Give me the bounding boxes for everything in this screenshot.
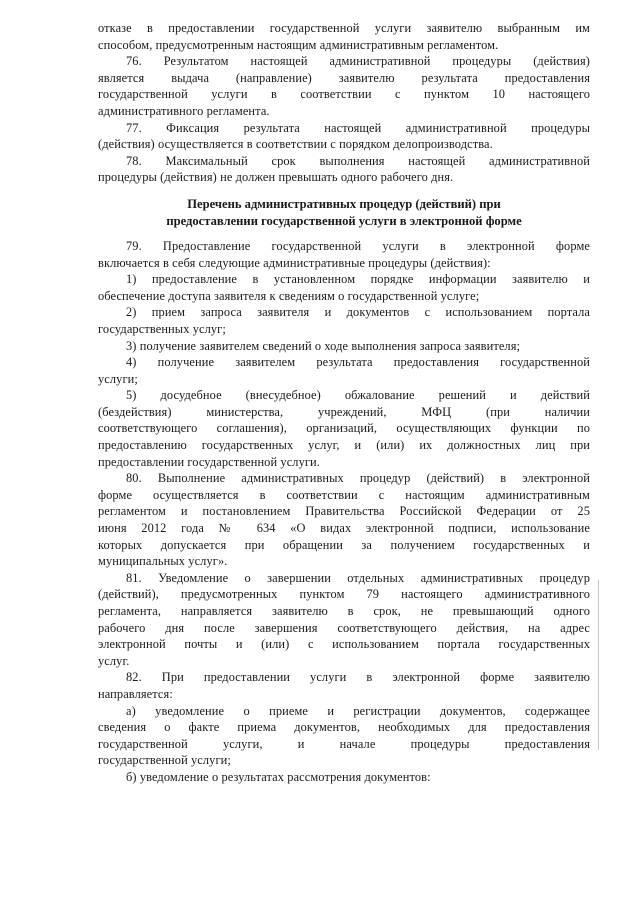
text-line: 76. Результатом настоящей административной процедуры (действия): [126, 54, 590, 69]
text-line: 81. Уведомление о завершении отдельных административных процедур: [126, 570, 590, 585]
heading-line: предоставлении государственной услуги в электронной форме: [166, 213, 522, 228]
text-line: электронной почты и (или) с использованием портала государственных: [98, 637, 590, 652]
text-line: включается в себя следующие административные процедуры (действия):: [98, 255, 491, 270]
text-line: 78. Максимальный срок выполнения настоящей административной: [126, 153, 590, 168]
paragraph-78: [98, 153, 590, 186]
text-line: государственной услуги в соответствии с пунктом 10 настоящего: [98, 87, 590, 102]
text-line: способом, предусмотренным настоящим административным регламентом.: [98, 37, 499, 52]
text-line: 4) получение заявителем результата предоставления государственной: [126, 355, 590, 370]
text-line: 5) досудебное (внесудебное) обжалование решений и действий: [126, 388, 590, 403]
text-line: обеспечение доступа заявителя к сведениям о государственной услуге;: [98, 288, 480, 303]
text-line: сведения о факте приема документов, необходимых для предоставления: [98, 720, 590, 735]
paragraph-80: [98, 470, 590, 570]
text-line: государственной услуги;: [98, 753, 231, 768]
text-line: форме осуществляется в соответствии с настоящим административным: [98, 487, 590, 502]
list-item-1: [98, 271, 590, 304]
text-line: а) уведомление о приеме и регистрации документов, содержащее: [126, 703, 590, 718]
list-item-a: [98, 703, 590, 769]
paragraph-75-continuation: [98, 20, 590, 53]
paragraph-76: [98, 53, 590, 119]
text-line: услуг.: [98, 653, 130, 668]
text-line: является выдача (направление) заявителю результата предоставления: [98, 70, 590, 85]
text-line: 77. Фиксация результата настоящей административной процедуры: [126, 120, 590, 135]
paragraph-81: [98, 570, 590, 670]
paragraph-82: [98, 669, 590, 702]
text-line: предоставлении государственной услуги.: [98, 454, 320, 469]
text-line: направляется:: [98, 686, 173, 701]
text-line: (действий), предусмотренных пунктом 79 настоящего административного: [98, 587, 590, 602]
text-line: 1) предоставление в установленном порядке информации заявителю и: [126, 272, 590, 287]
text-line: услуги;: [98, 371, 138, 386]
text-line: б) уведомление о результатах рассмотрения документов:: [126, 769, 431, 784]
text-line: 80. Выполнение административных процедур (действий) в электронной: [126, 471, 590, 486]
paragraph-77: [98, 120, 590, 153]
list-item-b: [98, 769, 590, 786]
text-line: (бездействия) министерства, учреждений, МФЦ (при наличии: [98, 404, 590, 419]
text-line: регламентом и постановлением Правительства Российской Федерации от 25: [98, 504, 590, 519]
text-line: 3) получение заявителем сведений о ходе выполнения запроса заявителя;: [126, 338, 521, 353]
text-line: 2) прием запроса заявителя и документов с использованием портала: [126, 305, 590, 320]
text-line: государственной услуги, и начале процедуры предоставления: [98, 736, 590, 751]
text-line: регламента, направляется заявителю в срок, не превышающий одного: [98, 604, 590, 618]
paragraph-79: [98, 238, 590, 271]
section-heading: [98, 196, 590, 230]
text-line: июня 2012 года № 634 «О видах электронной подписи, использование: [98, 521, 590, 536]
list-item-5: [98, 387, 590, 470]
heading-line: Перечень административных процедур (действий) при: [187, 196, 501, 211]
text-line: рабочего дня после завершения соответствующего действия, на адрес: [98, 620, 590, 635]
document-page: [98, 20, 590, 786]
text-line: соответствующего соглашения), организаций, осуществляющих функции по: [98, 421, 590, 436]
text-line: административного регламента.: [98, 103, 270, 118]
text-line: отказе в предоставлении государственной услуги заявителю выбранным им: [98, 21, 590, 35]
list-item-3: [98, 338, 590, 355]
text-line: предоставлению государственных услуг, и (или) их должностных лиц при: [98, 438, 590, 453]
text-line: 82. При предоставлении услуги в электронной форме заявителю: [126, 670, 590, 685]
text-line: государственных услуг;: [98, 321, 226, 336]
text-line: муниципальных услуг».: [98, 554, 228, 569]
scan-edge-line: [598, 580, 599, 750]
list-item-4: [98, 354, 590, 387]
list-item-2: [98, 304, 590, 337]
text-line: которых допускается при обращении за получением государственных и: [98, 537, 590, 552]
text-line: процедуры (действия) не должен превышать одного рабочего дня.: [98, 170, 454, 185]
text-line: (действия) осуществляется в соответствии с порядком делопроизводства.: [98, 137, 493, 152]
text-line: 79. Предоставление государственной услуги в электронной форме: [126, 238, 590, 253]
